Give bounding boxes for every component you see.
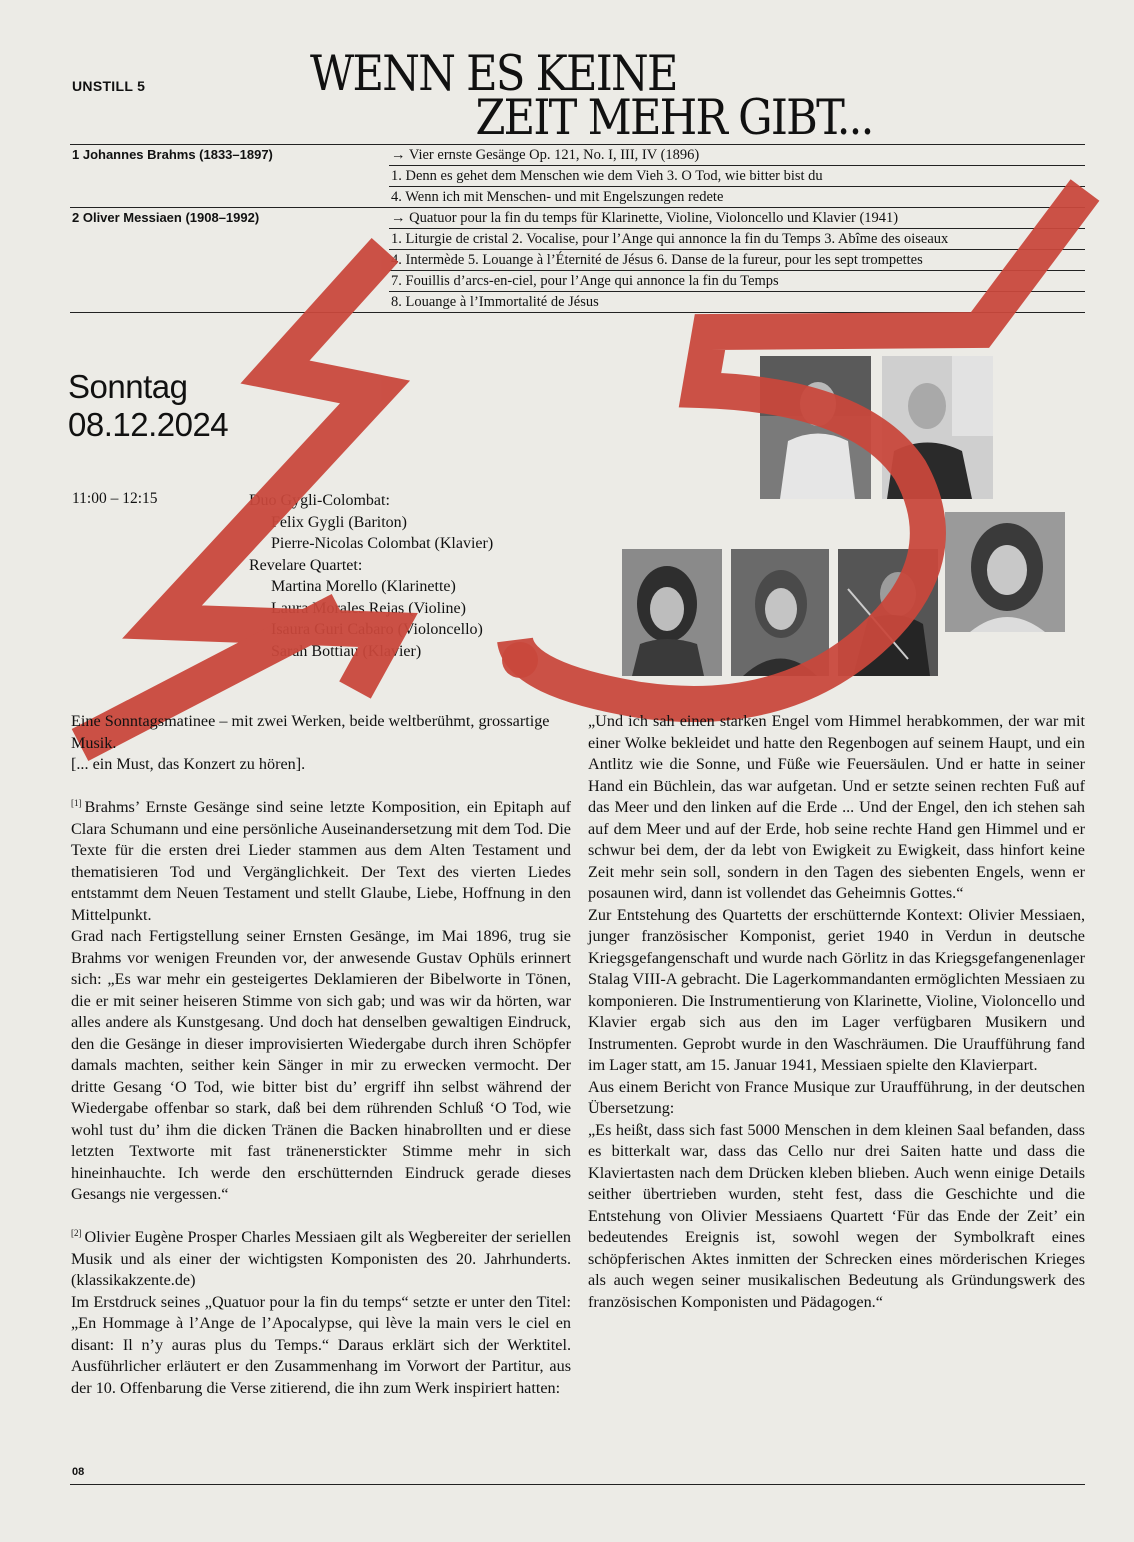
work-label: 4. Intermède 5. Louange à l’Éternité de Jésus 6. Danse de la fureur, pour les sept trompettes xyxy=(391,252,923,268)
composer-label: 2 Oliver Messiaen (1908–1992) xyxy=(72,210,260,225)
paragraph-text: Olivier Eugène Prosper Charles Messiaen gilt als Wegbereiter der seriellen Musik und als einer der wichtigsten Komponisten des 20. Jahrhunderts. (klassikakzente.de) xyxy=(71,1228,571,1289)
series-label: UNSTILL 5 xyxy=(72,78,146,94)
performer-photo xyxy=(838,549,938,676)
paragraph: Zur Entstehung des Quartetts der erschütternde Kontext: Olivier Messiaen, junger französischer Komponist, geriet 1940 in Verdun in deutsche Kriegsgefangenschaft und wurde nach Görlitz in das Kriegsgefangenenlager Stalag VIII-A gebracht. Die Lagerkommandanten ermöglichten Messiaen zu komponieren. Die Instrumentierung von Klarinette, Violine, Violoncello und Klavier ergab sich aus den im Lager verfügbaren Musikern und Instrumenten. Geprobt wurde in den Waschräumen. Die Uraufführung fand im Lager statt, am 15. Januar 1941, Messiaen spielte den Klavierpart. xyxy=(588,905,1085,1074)
work-label: → Quatuor pour la fin du temps für Klarinette, Violine, Violoncello und Klavier (1941) xyxy=(391,210,899,226)
title-line-1: WENN ES KEINE xyxy=(310,45,677,102)
ensemble-name: Duo Gygli-Colombat: xyxy=(249,492,390,509)
paragraph: Aus einem Bericht von France Musique zur Uraufführung, in der deutschen Übersetzung: xyxy=(588,1077,1085,1117)
program-list xyxy=(70,144,1085,313)
performer-photo xyxy=(760,356,871,499)
program-row xyxy=(70,270,1085,291)
article-column-left xyxy=(71,711,571,1399)
program-row xyxy=(70,165,1085,186)
program-row xyxy=(70,207,1085,228)
program-row xyxy=(70,144,1085,165)
performer: Felix Gygli (Bariton) xyxy=(271,513,407,531)
performer-photo xyxy=(945,512,1065,632)
performer-photo xyxy=(882,356,993,499)
performer: Pierre-Nicolas Colombat (Klavier) xyxy=(271,535,494,552)
quote-paragraph: „Es heißt, dass sich fast 5000 Menschen in dem kleinen Saal befanden, dass es bitterkalt war, dass das Cello nur drei Saiten hatte und dass die Klaviertasten nach dem Drücken kleben blieben. Auch wenn einige Details seither übertrieben wurden, steht fest, dass die Geschichte und die Entstehung von Olivier Messiaens Quartett ‘Für das Ende der Zeit’ ein bedeutendes Ereignis ist, sowohl wegen der Symbolkraft eines schöpferischen Aktes inmitten der Schrecken eines mörderischen Krieges als auch wegen seiner musikalischen Bedeutung als Gründungswerk des französischen Komponisten und Pädagogen.“ xyxy=(588,1120,1085,1311)
footnote-mark: [1] xyxy=(71,798,82,808)
paragraph: Grad nach Fertigstellung seiner Ernsten Gesänge, im Mai 1896, trug sie Brahms vor wenigen Freunden vor, der anwesende Gustav Ophüls erinnert sich: „Es war mehr ein gesteigertes Deklamieren der Bibelworte in Tönen, die er mit seiner heiseren Stimme von sich gab; und was wir da hörten, war alles andere als Kunstgesang. Und doch hat denselben gewaltigen Eindruck, den die Gesänge in dieser improvisierten Wiedergabe durch ihren Schöpfer damals machten, seither kein Sänger in mir zu erwecken vermocht. Der dritte Gesang ‘O Tod, wie bitter bist du’ ergriff ihn selbst während der Wiedergabe offenbar so stark, daß bei dem rührenden Schluß ‘O Tod, wie wohl tust du’ ihm die dicken Tränen die Backen hinabrollten und er diese letzten Textworte mit fast tränenerstickter Stimme mehr in sich hineinhauchte. Ich werde den erschütternden Eindruck gerade dieses Gesangs nie vergessen.“ xyxy=(71,927,571,1203)
work-label: → Vier ernste Gesänge Op. 121, No. I, III, IV (1896) xyxy=(391,147,700,163)
page-number: 08 xyxy=(72,1466,85,1478)
event-date-value: 08.12.2024 xyxy=(68,406,229,443)
performer: Sarah Bottiau (Klavier) xyxy=(271,642,422,660)
event-time: 11:00 – 12:15 xyxy=(72,490,158,507)
footnote-mark: [2] xyxy=(71,1228,82,1238)
program-row xyxy=(70,228,1085,249)
article-column-right xyxy=(588,711,1085,1313)
ensemble-name: Revelare Quartet: xyxy=(249,556,363,574)
performer-photo xyxy=(622,549,722,676)
program-row xyxy=(70,186,1085,207)
paragraph: Im Erstdruck seines „Quatuor pour la fin du temps“ setzte er unter den Titel: „En Hommage à l’Ange de l’Apocalypse, qui lève la main vers le ciel en disant: Il n’y auras plus du Temps.“ Daraus erklärt sich der Werktitel. Ausführlicher erläutert er den Zusammenhang im Vorwort der Partitur, aus der 10. Offenbarung die Verse zitierend, die ihn zum Werk inspiriert hatten: xyxy=(71,1292,571,1397)
performers xyxy=(249,490,493,662)
event-day: Sonntag xyxy=(68,368,188,405)
page-title xyxy=(310,45,873,146)
paragraph-text: Brahms’ Ernste Gesänge sind seine letzte Komposition, ein Epitaph auf Clara Schumann und eine persönliche Auseinandersetzung mit dem Tod. Die Texte für die ersten drei Lieder stammen aus dem Alten Testament und thematisieren Tod und Vergänglichkeit. Der Text des vierten Liedes entstammt dem Neuen Testament und stellt Glaube, Liebe, Hoffnung in den Mittelpunkt. xyxy=(71,798,571,924)
intro-paragraph: [... ein Must, das Konzert zu hören]. xyxy=(71,755,306,773)
footnote-paragraph xyxy=(71,1227,571,1292)
program-row xyxy=(70,249,1085,270)
performer: Martina Morello (Klarinette) xyxy=(271,578,456,595)
performer: Laura Morales Rejas (Violine) xyxy=(271,599,466,617)
intro-paragraph: Eine Sonntagsmatinee – mit zwei Werken, beide weltberühmt, grossartige Musik. xyxy=(71,712,550,752)
footnote-paragraph xyxy=(71,797,571,926)
quote-paragraph: „Und ich sah einen starken Engel vom Himmel herabkommen, der war mit einer Wolke bekleidet und hatte den Regenbogen auf seinem Haupt, und ein Antlitz wie die Sonne, und Füße wie Feuersäulen. Und er hatte in seiner Hand ein Büchlein, das war aufgetan. Und er setzte seinen rechten Fuß auf das Meer und den linken auf die Erde ... Und der Engel, den ich stehen sah auf dem Meer und auf der Erde, hob seine rechte Hand gen Himmel und er schwur bei dem, der da lebt von Ewigkeit zu Ewigkeit, dass hinfort keine Zeit mehr sein soll, sondern in den Tagen des siebenten Engels, wenn er posaunen wird, dann ist vollendet das Geheimnis Gottes.“ xyxy=(588,712,1085,902)
performer-photo xyxy=(731,549,829,676)
work-label: 1. Liturgie de cristal 2. Vocalise, pour l’Ange qui annonce la fin du Temps 3. Abîme des oiseaux xyxy=(391,231,949,247)
performer: Isaura Guri Cabaro (Violoncello) xyxy=(271,621,483,638)
program-row xyxy=(70,291,1085,313)
work-label: 1. Denn es gehet dem Menschen wie dem Vieh 3. O Tod, wie bitter bist du xyxy=(391,168,823,184)
composer-label: 1 Johannes Brahms (1833–1897) xyxy=(72,147,273,162)
work-label: 7. Fouillis d’arcs-en-ciel, pour l’Ange qui annonce la fin du Temps xyxy=(391,273,779,289)
work-label: 8. Louange à l’Immortalité de Jésus xyxy=(391,294,599,310)
work-label: 4. Wenn ich mit Menschen- und mit Engelszungen redete xyxy=(391,189,724,205)
footer-rule xyxy=(70,1484,1085,1485)
event-date xyxy=(68,368,228,444)
title-line-2: ZEIT MEHR GIBT... xyxy=(475,89,873,146)
